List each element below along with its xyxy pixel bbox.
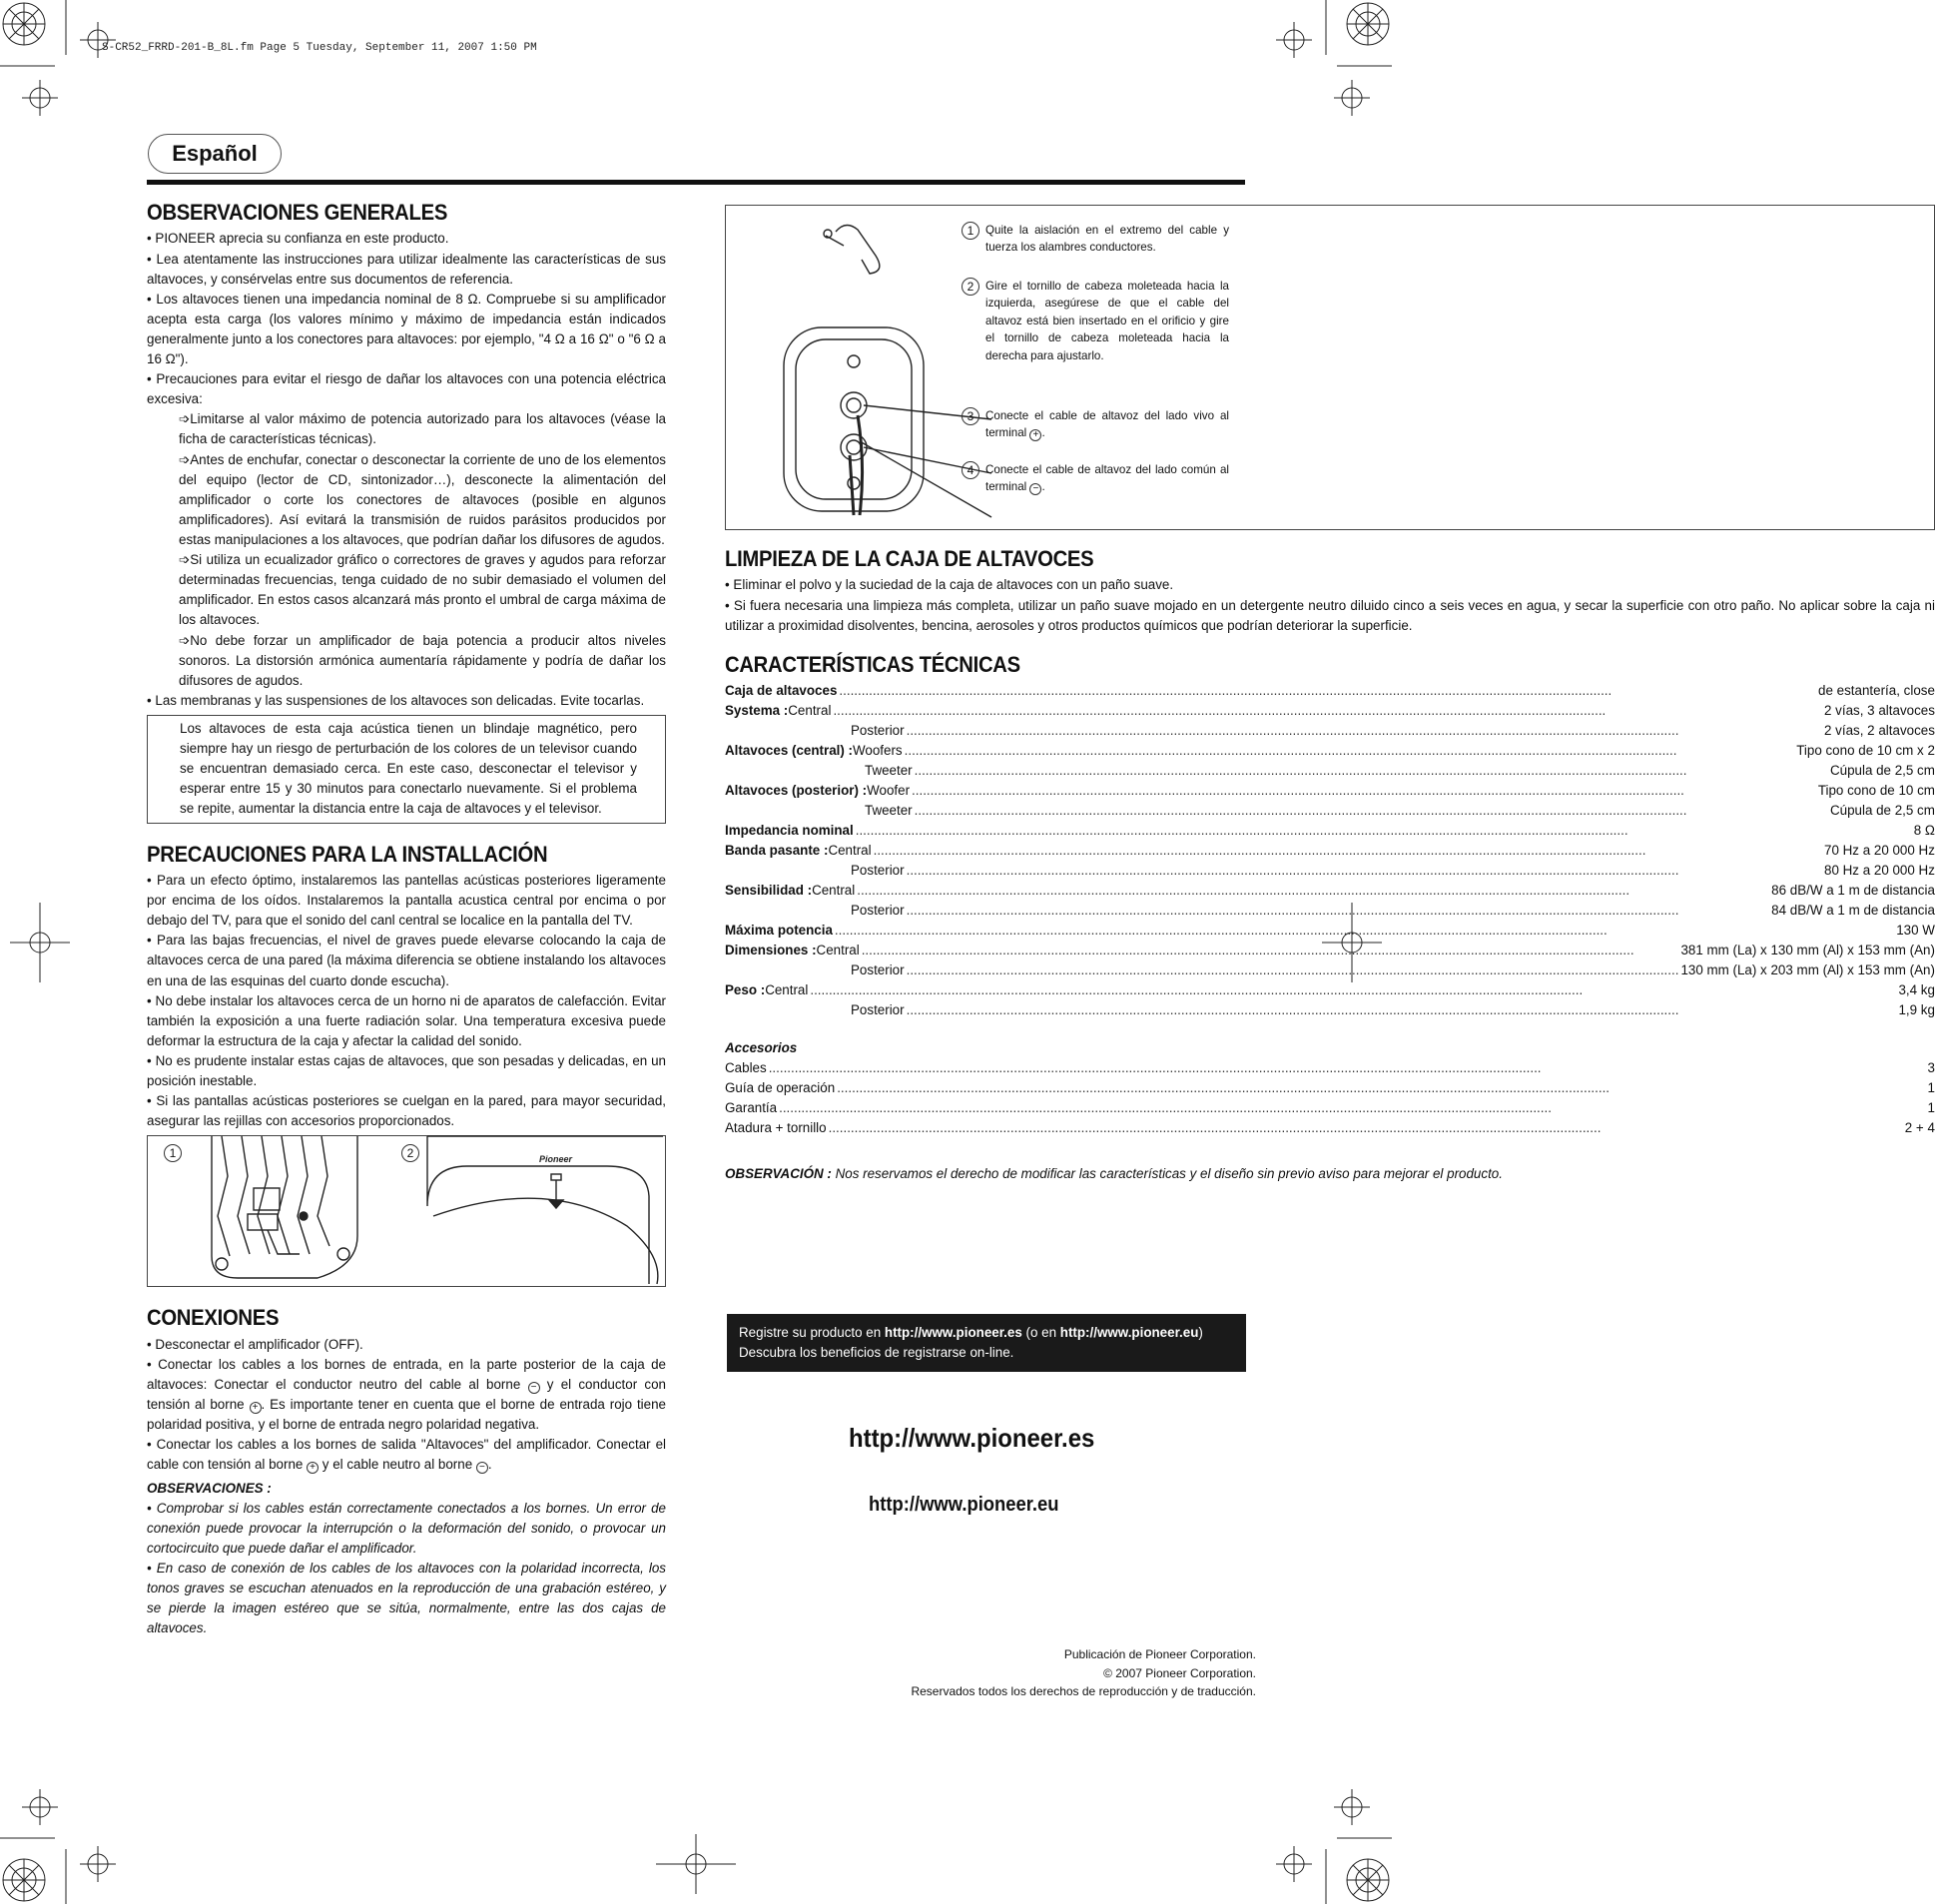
spec-value: 2 vías, 2 altavoces (1824, 723, 1935, 739)
website-url-eu[interactable]: http://www.pioneer.eu (869, 1494, 1059, 1516)
leader-dots (872, 841, 1824, 861)
leader-dots (910, 781, 1818, 801)
leader-dots (905, 861, 1824, 881)
paragraph: • Lea atentamente las instrucciones para utilizar idealmente las características de sus altavoces, y consérvelas entre sus documentos de referencia. (147, 251, 666, 287)
notes-title: OBSERVACIONES : (147, 1480, 272, 1496)
note-paragraph: • En caso de conexión de los cables de los altavoces con la polaridad incorrecta, los tonos graves se escuchan atenuados en la reproducción de una grabación estéreo, y se pierde la imagen estéreo que se sitúa, normalmente, entre las dos cajas de altavoces. (147, 1560, 666, 1636)
spec-label: Peso : (725, 982, 766, 998)
crosshair-mark (1334, 1789, 1370, 1825)
leader-dots (903, 741, 1797, 761)
spec-row (725, 801, 1935, 821)
step-text: Quite la aislación en el extremo del cable y tuerza los alambres conductores. (985, 224, 1229, 255)
note-paragraph: • Comprobar si los cables están correctamente conectados a los bornes. Un error de conexión puede provocar la interrupción o la deformación del sonido, o provocar un cortocircuito que puede dañar el amplificador. (147, 1500, 666, 1556)
spec-label: Dimensiones : (725, 943, 817, 958)
crosshair-mark (1276, 22, 1312, 58)
accessory-row (725, 1078, 1935, 1098)
spec-row (725, 980, 1935, 1000)
left-column (147, 200, 666, 1638)
accessory-row (725, 1058, 1935, 1078)
step-number: 1 (962, 222, 979, 240)
spec-value: 1,9 kg (1898, 1002, 1935, 1018)
spec-sublabel: Posterior (851, 1002, 905, 1018)
spec-label: Sensibilidad : (725, 883, 813, 899)
spec-value: 70 Hz a 20 000 Hz (1824, 843, 1935, 859)
spec-row (725, 941, 1935, 960)
paragraph: • Si las pantallas acústicas posteriores se cuelgan en la pared, para mayor securidad, asegurar las rejillas con accesorios proporcionados. (147, 1093, 666, 1129)
spec-label: Caja de altavoces (725, 683, 838, 699)
spec-sublabel: Posterior (851, 903, 905, 919)
spec-row (725, 781, 1935, 801)
crosshair-mark (10, 903, 70, 982)
leader-dots (831, 701, 1824, 721)
leader-dots (855, 881, 1771, 901)
spec-sublabel: Posterior (851, 723, 905, 739)
crosshair-mark (1334, 80, 1370, 116)
wall-mount-figure (147, 1135, 666, 1287)
spec-value: Tipo cono de 10 cm x 2 (1796, 743, 1935, 759)
spec-row (725, 861, 1935, 881)
spec-sublabel: Posterior (851, 863, 905, 879)
paragraph: • No debe instalar los altavoces cerca de un horno ni de aparatos de calefacción. Evitar también la exposición a una fuerte radiación solar. Una temperatura excesiva puede deformar la estructura de la caja y afectar la calidad del sonido. (147, 992, 666, 1048)
step-number: 2 (962, 278, 979, 296)
sub-paragraph: ➩Antes de enchufar, conectar o desconectar la corriente de uno de los elementos del equipo (lector de CD, sintonizador…), desconecte la alimentación del amplificador o corte los conectores de altavoces (posible en algunos amplificadores). Así evitará la transmisión de ruidos parásitos producidos por estas manipulaciones a los altavoces, que podrían dañar los difusores de agudos. (179, 451, 666, 548)
registration-link-es[interactable]: http://www.pioneer.es (884, 1325, 1022, 1340)
website-url-es[interactable]: http://www.pioneer.es (849, 1423, 1095, 1453)
grille-front-illustration (427, 1136, 663, 1286)
leader-dots (905, 901, 1772, 921)
spec-value: 84 dB/W a 1 m de distancia (1771, 903, 1935, 919)
step-text: Conecte el cable de altavoz del lado común al terminal − . (985, 463, 1229, 495)
accessory-row (725, 1098, 1935, 1118)
figure-step-number: 1 (164, 1144, 182, 1162)
spec-row (725, 741, 1935, 761)
spec-row (725, 960, 1935, 980)
sub-paragraph: ➩Limitarse al valor máximo de potencia autorizado para los altavoces (véase la ficha de características técnicas). (179, 411, 666, 447)
spec-label (725, 960, 783, 980)
accessory-name: Cables (725, 1060, 767, 1076)
plus-terminal-icon: + (307, 1462, 319, 1474)
spec-row (725, 841, 1935, 861)
accessory-name: Atadura + tornillo (725, 1120, 827, 1136)
crosshair-mark (1276, 1846, 1312, 1882)
paragraph-connections-input: • Conectar los cables a los bornes de entrada, en la parte posterior de la caja de altavoces: Conectar el conductor neutro del cable al borne − y el conductor con tensión al borne + . Es importante tener en cuenta que el borne de entrada rojo tiene polaridad positiva, y el borne de entrada negro polaridad negativa. (147, 1356, 666, 1433)
right-column (725, 205, 1935, 1184)
copyright-line: © 2007 Pioneer Corporation. (1103, 1665, 1256, 1680)
spec-value: 381 mm (La) x 130 mm (Al) x 153 mm (An) (1680, 943, 1935, 958)
paragraph: • Para las bajas frecuencias, el nivel de graves puede elevarse colocando la caja de altavoces cerca de una pared (la máxima diferencia se obtiene instalando los altavoces en una de las esquinas del cuarto donde escucha). (147, 933, 666, 988)
spec-label (725, 901, 783, 921)
spec-sublabel: Tweeter (865, 763, 913, 779)
leader-dots (913, 801, 1830, 821)
step-number: 4 (962, 461, 979, 479)
spec-label: Altavoces (central) : (725, 743, 853, 759)
minus-terminal-icon: − (1029, 483, 1041, 495)
leader-dots (777, 1098, 1927, 1118)
spec-sublabel: Woofers (853, 743, 903, 759)
figure-step-number: 2 (401, 1144, 419, 1162)
spec-value: Cúpula de 2,5 cm (1829, 803, 1935, 819)
step-number: 3 (962, 407, 979, 425)
spec-label: Impedancia nominal (725, 823, 854, 839)
paragraph: • No es prudente instalar estas cajas de altavoces, que son pesadas y delicadas, en un posición inestable. (147, 1052, 666, 1089)
header-rule (147, 180, 1245, 185)
magnetic-shield-notice: Los altavoces de esta caja acústica tienen un blindaje magnético, pero siempre hay un riesgo de perturbación de los colores de un televisor cuando se encuentran demasiado cerca. En este caso, desconectar el televisor y esperar entre 15 y 30 minutos para conectarlo nuevamente. Si el problema se repite, aumentar la distancia entre la caja de altavoces y el televisor. (147, 715, 666, 824)
rights-line: Reservados todos los derechos de reproducción y de traducción. (911, 1684, 1256, 1699)
spec-value: Tipo cono de 10 cm (1817, 783, 1935, 799)
spec-value: 130 W (1896, 923, 1935, 939)
spec-label: Systema : (725, 703, 789, 719)
brand-logo: Pioneer (539, 1154, 573, 1165)
leader-dots (833, 921, 1896, 941)
section-title-connections: CONEXIONES (147, 1305, 280, 1331)
spec-row (725, 1000, 1935, 1020)
accessory-qty: 1 (1927, 1100, 1935, 1116)
leader-dots (905, 1000, 1899, 1020)
starburst-mark-top-right (1347, 3, 1389, 45)
step-text: Conecte el cable de altavoz del lado vivo al terminal + . (985, 409, 1229, 441)
language-tab: Español (148, 134, 282, 174)
section-title-specs: CARACTERÍSTICAS TÉCNICAS (725, 651, 1020, 677)
spec-row (725, 901, 1935, 921)
disclaimer-note: OBSERVACIÓN : Nos reservamos el derecho de modificar las características y el diseño sin previo aviso para mejorar el producto. (725, 1166, 1503, 1182)
spec-label (725, 861, 783, 881)
accessory-name: Garantía (725, 1100, 778, 1116)
terminal-plate-illustration (766, 216, 966, 515)
crosshair-mark (80, 1846, 116, 1882)
section-title-general: OBSERVACIONES GENERALES (147, 200, 448, 225)
minus-terminal-icon: − (476, 1462, 488, 1474)
leader-dots (854, 821, 1914, 841)
section-title-cleaning: LIMPIEZA DE LA CAJA DE ALTAVOCES (725, 546, 1094, 571)
starburst-mark-bottom-right (1347, 1859, 1389, 1901)
paragraph: • Para un efecto óptimo, instalaremos las pantellas acústicas posteriores ligeramente por encima de los oídos. Instalaremos la pantalla acustica central por encima o por debajo del TV, para que el sonido del canl central se localice en la pantalla del TV. (147, 872, 666, 929)
starburst-mark-top-left (3, 3, 45, 45)
spec-sublabel: Central (812, 883, 856, 899)
spec-sublabel: Woofer (867, 783, 911, 799)
accessory-qty: 3 (1927, 1060, 1935, 1076)
registration-link-eu[interactable]: http://www.pioneer.eu (1059, 1325, 1199, 1340)
spec-value: 8 Ω (1913, 823, 1935, 839)
leader-dots (767, 1058, 1928, 1078)
spec-list (725, 681, 1935, 1020)
spec-label: Altavoces (posterior) : (725, 783, 868, 799)
plus-terminal-icon: + (250, 1402, 262, 1414)
spec-value: 2 vías, 3 altavoces (1824, 703, 1935, 719)
spec-sublabel: Central (816, 943, 860, 958)
publisher-credits (859, 1645, 1256, 1701)
starburst-mark-bottom-left (3, 1859, 45, 1901)
publisher-line: Publicación de Pioneer Corporation. (1063, 1647, 1256, 1661)
accessory-list (725, 1058, 1935, 1138)
spec-sublabel: Central (828, 843, 872, 859)
registration-banner: Registre su producto en http://www.pioneer.es (o en http://www.pioneer.eu) Descubra los beneficios de registrarse on-line. (727, 1314, 1246, 1372)
spec-row (725, 761, 1935, 781)
spec-row (725, 921, 1935, 941)
crosshair-mark (22, 80, 58, 116)
spec-label (725, 721, 783, 741)
grille-back-illustration (208, 1136, 367, 1286)
leader-dots (835, 1078, 1927, 1098)
spec-label: Máxima potencia (725, 923, 833, 939)
accessory-row (725, 1118, 1935, 1138)
spec-value: de estantería, close (1818, 683, 1935, 699)
spec-sublabel: Central (788, 703, 832, 719)
spec-row (725, 881, 1935, 901)
section-title-installation: PRECAUCIONES PARA LA INSTALLACIÓN (147, 841, 548, 867)
spec-sublabel: Tweeter (865, 803, 913, 819)
accessory-name: Guía de operación (725, 1080, 836, 1096)
accessory-qty: 2 + 4 (1904, 1120, 1935, 1136)
step-text: Gire el tornillo de cabeza moleteada hacia la izquierda, asegúrese de que el cable del altavoz está bien insertado en el orificio y gire el tornillo de cabeza moleteada hacia la derecha para ajustarlo. (985, 280, 1229, 362)
spec-value: Cúpula de 2,5 cm (1829, 763, 1935, 779)
leader-dots (905, 721, 1824, 741)
plus-terminal-icon: + (1029, 429, 1041, 441)
spec-sublabel: Central (765, 982, 809, 998)
paragraph: • PIONEER aprecia su confianza en este producto. (147, 231, 449, 247)
accessory-qty: 1 (1927, 1080, 1935, 1096)
spec-sublabel: Posterior (851, 962, 905, 978)
accessories-title: Accesorios (725, 1040, 798, 1056)
sub-paragraph: ➩No debe forzar un amplificador de baja potencia a producir altos niveles sonoros. La distorsión armónica aumentaría rápidamente y podría de dañar los difusores de agudos. (179, 632, 666, 688)
spec-label: Banda pasante : (725, 843, 829, 859)
spec-value: 80 Hz a 20 000 Hz (1824, 863, 1935, 879)
file-header-line: S-CR52_FRRD-201-B_8L.fm Page 5 Tuesday, September 11, 2007 1:50 PM (102, 42, 537, 54)
minus-terminal-icon: − (528, 1382, 540, 1394)
paragraph: • Eliminar el polvo y la suciedad de la caja de altavoces con un paño suave. (725, 577, 1174, 593)
spec-value: 130 mm (La) x 203 mm (Al) x 153 mm (An) (1680, 962, 1935, 978)
paragraph: • Los altavoces tienen una impedancia nominal de 8 Ω. Compruebe si su amplificador acepta esta carga (los valores mínimo y máximo de impedancia están indicados generalmente junto a los conectores para altavoces: por ejemplo, "4 Ω a 16 Ω" o "6 Ω a 16 Ω"). (147, 291, 666, 367)
leader-dots (860, 941, 1681, 960)
crosshair-mark (656, 1834, 736, 1894)
leader-dots (905, 960, 1681, 980)
spec-value: 86 dB/W a 1 m de distancia (1771, 883, 1935, 899)
spec-row (725, 721, 1935, 741)
spec-row (725, 681, 1935, 701)
sub-paragraph: ➩Si utiliza un ecualizador gráfico o correctores de graves y agudos para reforzar determinadas frecuencias, tenga cuidado de no subir demasiado el volumen del amplificador. En estos casos alcanzará más pronto el umbral de carga máxima de los altavoces. (179, 552, 666, 628)
terminal-connection-figure (725, 205, 1935, 530)
leader-dots (913, 761, 1830, 781)
paragraph: • Desconectar el amplificador (OFF). (147, 1336, 363, 1352)
spec-row (725, 821, 1935, 841)
paragraph-connections-output: • Conectar los cables a los bornes de salida "Altavoces" del amplificador. Conectar el cable con tensión al borne + y el cable neutro al borne − . (147, 1437, 666, 1474)
spec-label (725, 1000, 783, 1020)
spec-value: 3,4 kg (1898, 982, 1935, 998)
connection-steps (962, 222, 1229, 521)
leader-dots (837, 681, 1818, 701)
leader-dots (827, 1118, 1905, 1138)
spec-row (725, 701, 1935, 721)
leader-dots (808, 980, 1898, 1000)
paragraph: • Precauciones para evitar el riesgo de dañar los altavoces con una potencia eléctrica excesiva: (147, 371, 666, 407)
paragraph: • Las membranas y las suspensiones de los altavoces son delicadas. Evite tocarlas. (147, 692, 645, 708)
paragraph: • Si fuera necesaria una limpieza más completa, utilizar un paño suave mojado en un detergente neutro diluido cinco a seis veces en agua, y secar la superficie con otro paño. No aplicar sobre la caja ni utilizar a proximidad disolventes, bencina, aerosoles y otros productos químicos que podrían deteriorar la superficie. (725, 597, 1935, 633)
crosshair-mark (22, 1789, 58, 1825)
